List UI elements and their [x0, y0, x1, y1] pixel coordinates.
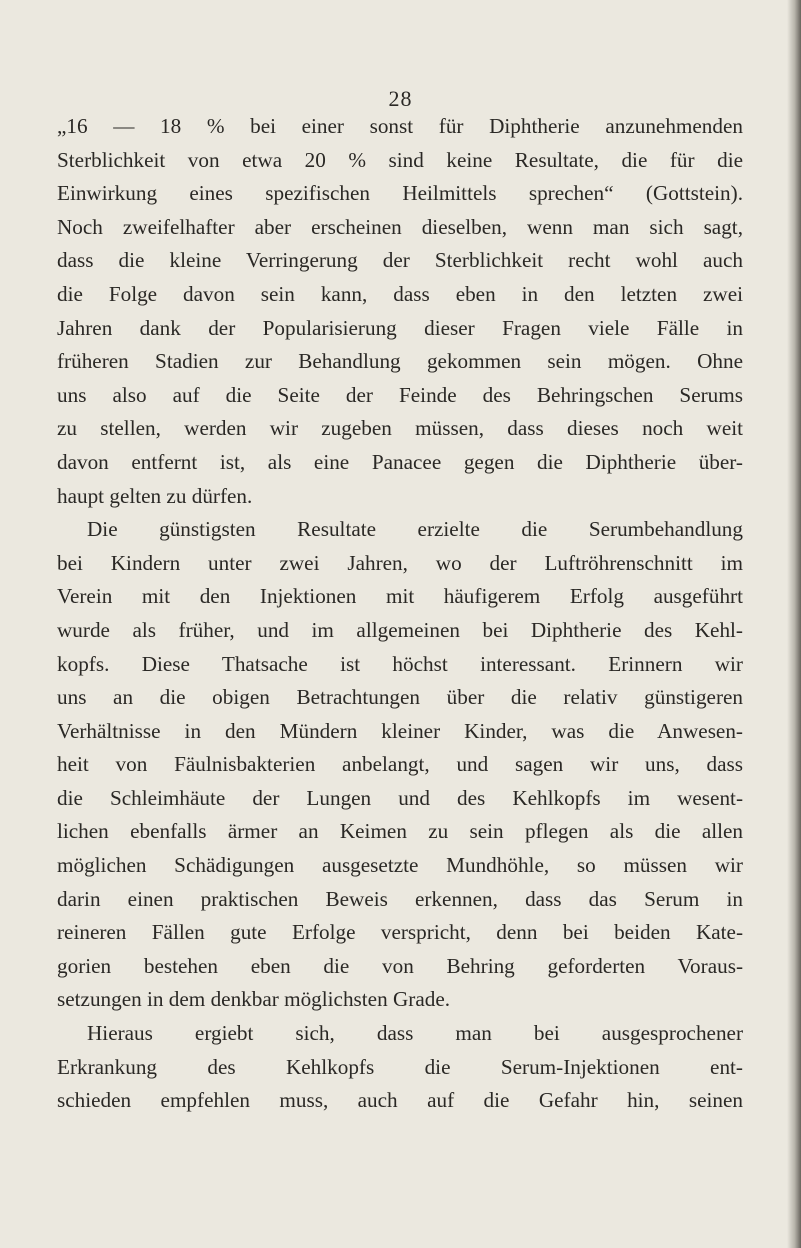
text-line: uns an die obigen Betrachtungen über die relativ günstigeren: [57, 685, 743, 710]
text-line: haupt gelten zu dürfen.: [57, 483, 253, 508]
text-line: Verein mit den Injektionen mit häufigerem Erfolg ausgeführt: [57, 584, 743, 609]
text-line: darin einen praktischen Beweis erkennen, dass das Serum in: [57, 886, 743, 911]
text-line: uns also auf die Seite der Feinde des Behringschen Serums: [57, 382, 743, 407]
text-line: Hieraus ergiebt sich, dass man bei ausgesprochener: [87, 1021, 743, 1046]
text-line: zu stellen, werden wir zugeben müssen, dass dieses noch weit: [57, 416, 743, 441]
text-line: Jahren dank der Popularisierung dieser Fragen viele Fälle in: [57, 315, 743, 340]
text-line: lichen ebenfalls ärmer an Keimen zu sein pflegen als die allen: [57, 819, 743, 844]
text-line: „16 — 18 % bei einer sonst für Diphtherie anzunehmenden: [57, 114, 743, 138]
text-line: Noch zweifelhafter aber erscheinen dieselben, wenn man sich sagt,: [57, 214, 743, 239]
text-line: davon entfernt ist, als eine Panacee gegen die Diphtherie über-: [57, 449, 743, 474]
body-text: [57, 110, 743, 1118]
text-line: schieden empfehlen muss, auch auf die Gefahr hin, seinen: [57, 1088, 743, 1113]
text-line: gorien bestehen eben die von Behring geforderten Voraus-: [57, 953, 743, 978]
page-edge-shadow: [787, 0, 801, 1248]
text-line: Verhältnisse in den Mündern kleiner Kinder, was die Anwesen-: [57, 718, 743, 743]
text-line: kopfs. Diese Thatsache ist höchst interessant. Erinnern wir: [57, 651, 743, 676]
text-line: heit von Fäulnisbakterien anbelangt, und sagen wir uns, dass: [57, 752, 743, 777]
text-line: die Folge davon sein kann, dass eben in den letzten zwei: [57, 281, 743, 306]
text-line: Erkrankung des Kehlkopfs die Serum-Injektionen ent-: [57, 1054, 743, 1079]
text-line: wurde als früher, und im allgemeinen bei Diphtherie des Kehl-: [57, 617, 743, 642]
page-number: 28: [388, 86, 413, 111]
text-line: die Schleimhäute der Lungen und des Kehlkopfs im wesent-: [57, 785, 743, 810]
text-line: Sterblichkeit von etwa 20 % sind keine Resultate, die für die: [57, 147, 743, 172]
text-line: möglichen Schädigungen ausgesetzte Mundhöhle, so müssen wir: [57, 853, 743, 878]
text-line: dass die kleine Verringerung der Sterblichkeit recht wohl auch: [57, 248, 743, 273]
text-line: früheren Stadien zur Behandlung gekommen sein mögen. Ohne: [57, 349, 743, 374]
text-line: setzungen in dem denkbar möglichsten Grade.: [57, 987, 451, 1012]
text-line: bei Kindern unter zwei Jahren, wo der Luftröhrenschnitt im: [57, 550, 743, 575]
text-line: reineren Fällen gute Erfolge verspricht, denn bei beiden Kate-: [57, 920, 743, 945]
text-line: Die günstigsten Resultate erzielte die Serumbehandlung: [87, 517, 743, 542]
text-line: Einwirkung eines spezifischen Heilmittels sprechen“ (Gottstein).: [57, 181, 743, 206]
